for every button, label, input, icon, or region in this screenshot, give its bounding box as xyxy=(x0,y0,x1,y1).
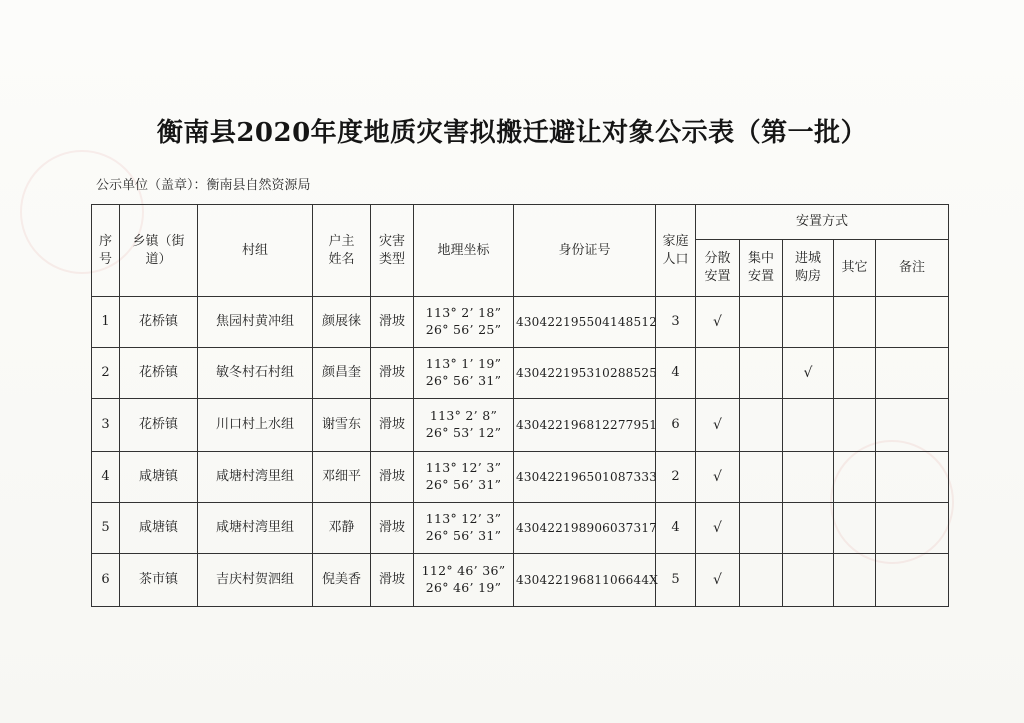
cell-village: 咸塘村湾里组 xyxy=(198,503,313,554)
cell-city xyxy=(783,297,834,348)
cell-owner: 颜展徕 xyxy=(313,297,371,348)
header-coords: 地理坐标 xyxy=(414,205,514,297)
header-remark: 备注 xyxy=(876,240,949,297)
page-title: 衡南县2020年度地质灾害拟搬迁避让对象公示表（第一批） xyxy=(156,118,868,148)
table-row xyxy=(92,348,949,399)
cell-coord: 113° 2’ 8” 26° 53’ 12” xyxy=(414,399,514,452)
cell-coord: 113° 12’ 3” 26° 56’ 31” xyxy=(414,452,514,503)
cell-family: 4 xyxy=(656,348,696,399)
cell-seq: 5 xyxy=(92,503,120,554)
cell-remark xyxy=(876,452,949,503)
header-resettle-group: 安置方式 xyxy=(696,205,949,240)
cell-other xyxy=(834,452,876,503)
cell-hazard: 滑坡 xyxy=(371,554,414,607)
cell-central xyxy=(740,297,783,348)
cell-coord: 112° 46’ 36” 26° 46’ 19” xyxy=(414,554,514,607)
cell-seq: 2 xyxy=(92,348,120,399)
cell-town: 茶市镇 xyxy=(120,554,198,607)
cell-central xyxy=(740,554,783,607)
table-row xyxy=(92,297,949,348)
header-family: 家庭人口 xyxy=(656,205,696,297)
cell-city xyxy=(783,452,834,503)
header-town: 乡镇（街道） xyxy=(120,205,198,297)
table-row xyxy=(92,503,949,554)
cell-scatter: √ xyxy=(696,297,740,348)
cell-id: 430422196812277951 xyxy=(514,399,656,452)
header-village: 村组 xyxy=(198,205,313,297)
header-central: 集中安置 xyxy=(740,240,783,297)
cell-town: 花桥镇 xyxy=(120,399,198,452)
publishing-unit: 公示单位（盖章）：衡南县自然资源局 xyxy=(96,178,311,193)
cell-central xyxy=(740,503,783,554)
cell-village: 川口村上水组 xyxy=(198,399,313,452)
cell-coord: 113° 1’ 19” 26° 56’ 31” xyxy=(414,348,514,399)
cell-scatter xyxy=(696,348,740,399)
header-seq: 序号 xyxy=(92,205,120,297)
cell-city: √ xyxy=(783,348,834,399)
cell-town: 花桥镇 xyxy=(120,348,198,399)
cell-owner: 邓静 xyxy=(313,503,371,554)
table-row xyxy=(92,399,949,452)
cell-central xyxy=(740,452,783,503)
cell-village: 咸塘村湾里组 xyxy=(198,452,313,503)
cell-village: 焦园村黄冲组 xyxy=(198,297,313,348)
table-row xyxy=(92,554,949,607)
cell-scatter: √ xyxy=(696,399,740,452)
cell-remark xyxy=(876,399,949,452)
cell-hazard: 滑坡 xyxy=(371,348,414,399)
cell-hazard: 滑坡 xyxy=(371,399,414,452)
cell-scatter: √ xyxy=(696,503,740,554)
cell-village: 敏冬村石村组 xyxy=(198,348,313,399)
cell-city xyxy=(783,399,834,452)
cell-city xyxy=(783,503,834,554)
cell-scatter: √ xyxy=(696,452,740,503)
cell-owner: 倪美香 xyxy=(313,554,371,607)
cell-family: 2 xyxy=(656,452,696,503)
resettlement-table xyxy=(91,204,949,607)
header-id: 身份证号 xyxy=(514,205,656,297)
cell-remark xyxy=(876,554,949,607)
cell-id: 430422198906037317 xyxy=(514,503,656,554)
header-owner: 户主姓名 xyxy=(313,205,371,297)
cell-scatter: √ xyxy=(696,554,740,607)
header-city: 进城购房 xyxy=(783,240,834,297)
cell-seq: 6 xyxy=(92,554,120,607)
cell-town: 咸塘镇 xyxy=(120,452,198,503)
cell-central xyxy=(740,399,783,452)
cell-id: 430422196501087333 xyxy=(514,452,656,503)
cell-id: 430422195310288525 xyxy=(514,348,656,399)
cell-central xyxy=(740,348,783,399)
cell-owner: 谢雪东 xyxy=(313,399,371,452)
cell-other xyxy=(834,554,876,607)
table-header-row xyxy=(92,205,949,240)
cell-hazard: 滑坡 xyxy=(371,297,414,348)
cell-family: 3 xyxy=(656,297,696,348)
header-other: 其它 xyxy=(834,240,876,297)
cell-village: 吉庆村贺泗组 xyxy=(198,554,313,607)
cell-seq: 3 xyxy=(92,399,120,452)
cell-town: 花桥镇 xyxy=(120,297,198,348)
cell-family: 4 xyxy=(656,503,696,554)
cell-remark xyxy=(876,503,949,554)
cell-town: 咸塘镇 xyxy=(120,503,198,554)
cell-other xyxy=(834,399,876,452)
cell-hazard: 滑坡 xyxy=(371,452,414,503)
cell-other xyxy=(834,503,876,554)
cell-remark xyxy=(876,348,949,399)
cell-remark xyxy=(876,297,949,348)
table-row xyxy=(92,452,949,503)
cell-id: 43042219681106644X xyxy=(514,554,656,607)
header-scatter: 分散安置 xyxy=(696,240,740,297)
cell-id: 430422195504148512 xyxy=(514,297,656,348)
cell-other xyxy=(834,297,876,348)
cell-city xyxy=(783,554,834,607)
cell-seq: 1 xyxy=(92,297,120,348)
cell-owner: 邓细平 xyxy=(313,452,371,503)
cell-hazard: 滑坡 xyxy=(371,503,414,554)
cell-family: 5 xyxy=(656,554,696,607)
cell-owner: 颜昌奎 xyxy=(313,348,371,399)
cell-coord: 113° 2’ 18” 26° 56’ 25” xyxy=(414,297,514,348)
cell-other xyxy=(834,348,876,399)
cell-family: 6 xyxy=(656,399,696,452)
cell-seq: 4 xyxy=(92,452,120,503)
header-hazard: 灾害类型 xyxy=(371,205,414,297)
cell-coord: 113° 12’ 3” 26° 56’ 31” xyxy=(414,503,514,554)
